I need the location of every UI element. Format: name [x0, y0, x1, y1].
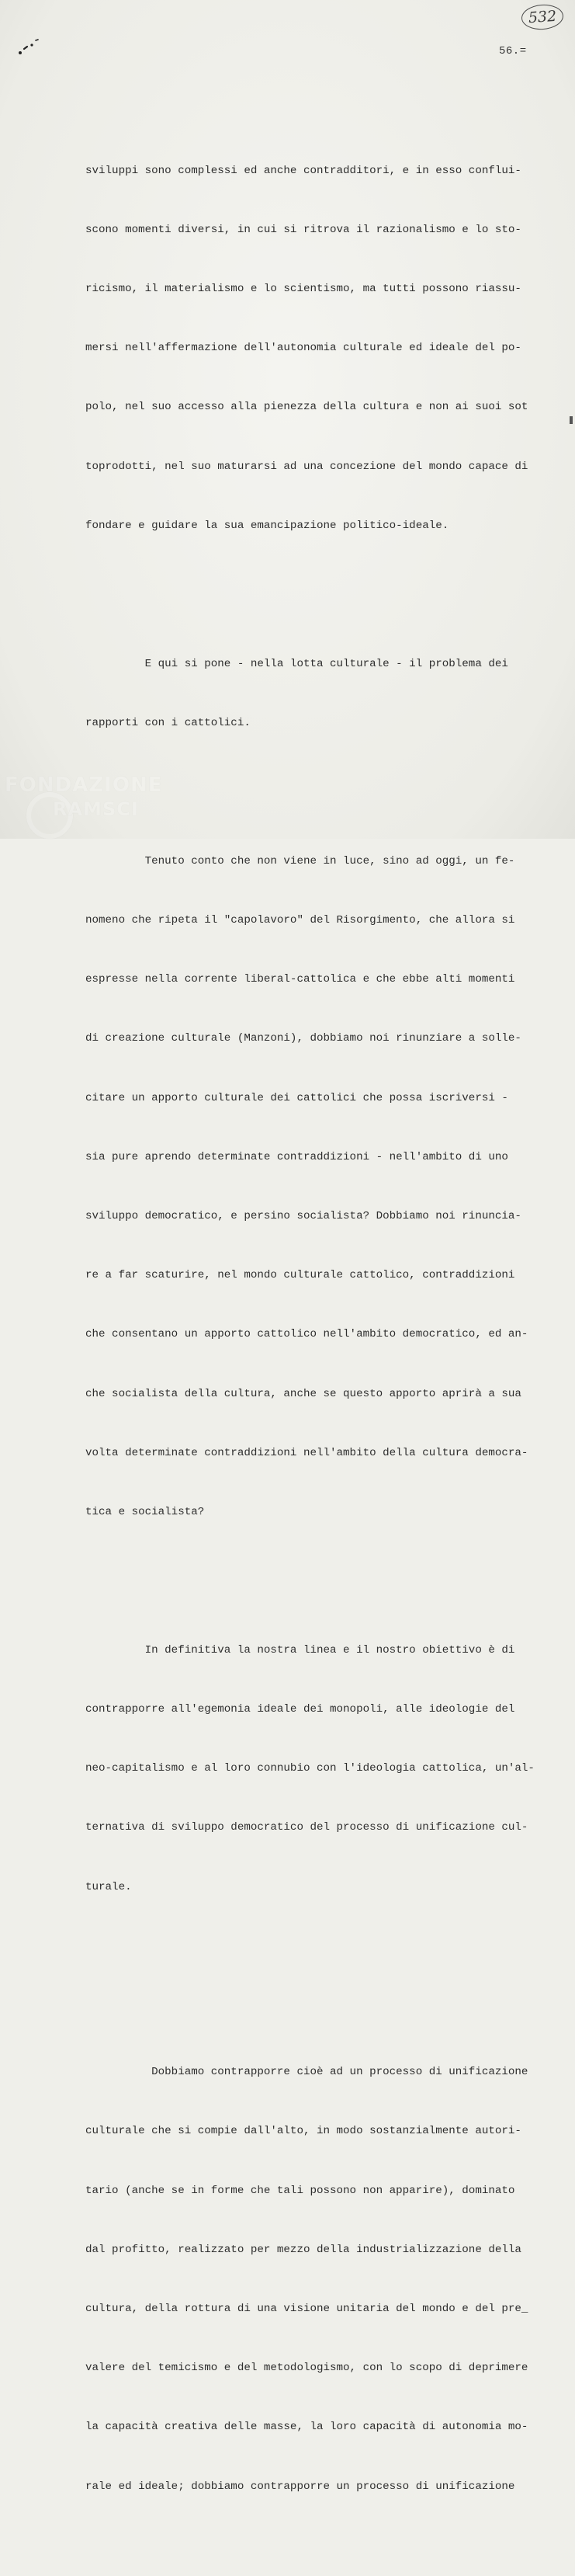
paragraph-5 — [85, 2023, 551, 2536]
fondazione-gramsci-watermark — [5, 770, 163, 833]
text-line: dal profitto, realizzato per mezzo della industrializzazione della — [85, 2243, 521, 2256]
text-line: la capacità creativa delle masse, la loro capacità di autonomia mo- — [85, 2421, 528, 2434]
paragraph-1 — [85, 122, 551, 575]
text-line: In definitiva la nostra linea e il nostro obiettivo è di — [85, 1643, 515, 1656]
text-line: re a far scaturire, nel mondo culturale cattolico, contraddizioni — [85, 1269, 515, 1282]
text-line: ternativa di sviluppo democratico del processo di unificazione cul- — [85, 1821, 528, 1834]
text-line: tario (anche se in forme che tali possono non apparire), dominato — [85, 2184, 515, 2197]
text-line: tica e socialista? — [85, 1505, 205, 1518]
watermark-line-1: FONDAZIONE — [5, 773, 163, 797]
paragraph-2 — [85, 615, 551, 773]
text-line: toprodotti, nel suo maturarsi ad una concezione del mondo capace di — [85, 460, 528, 473]
text-line: Tenuto conto che non viene in luce, sino ad oggi, un fe- — [85, 854, 515, 867]
text-line: neo-capitalismo e al loro connubio con l'ideologia cattolica, un'al- — [85, 1762, 535, 1775]
paragraph-gap — [85, 1976, 551, 1984]
watermark-line-2: RAMSCI — [53, 798, 139, 820]
text-line: che socialista della cultura, anche se questo apporto aprirà a sua — [85, 1387, 521, 1400]
text-line: citare un apporto culturale dei cattolici che possa iscriversi - — [85, 1091, 508, 1104]
paragraph-3 — [85, 812, 551, 1562]
text-line: espresse nella corrente liberal-cattolica e che ebbe alti momenti — [85, 973, 515, 986]
text-line: mersi nell'affermazione dell'autonomia culturale ed ideale del po- — [85, 342, 521, 355]
typewritten-body — [85, 82, 551, 2576]
text-line: nomeno che ripeta il "capolavoro" del Risorgimento, che allora si — [85, 913, 515, 926]
text-line: sia pure aprendo determinate contraddizioni - nell'ambito di uno — [85, 1150, 508, 1163]
text-line: volta determinate contraddizioni nell'ambito della cultura democra- — [85, 1446, 528, 1459]
margin-mark — [570, 416, 573, 424]
text-line: E qui si pone - nella lotta culturale - il problema dei — [85, 657, 508, 670]
page-number: 56.= — [499, 45, 527, 57]
text-line: sviluppo democratico, e persino socialista? Dobbiamo noi rinuncia- — [85, 1209, 521, 1222]
text-line: polo, nel suo accesso alla pienezza della cultura e non ai suoi sot — [85, 401, 528, 414]
text-line: valere del temicismo e del metodologismo, con lo scopo di deprimere — [85, 2362, 528, 2375]
text-line: Dobbiamo contrapporre cioè ad un processo di unificazione — [85, 2066, 528, 2079]
text-line: scono momenti diversi, in cui si ritrova il razionalismo e lo sto- — [85, 223, 521, 236]
text-line: ricismo, il materialismo e lo scientismo, ma tutti possono riassu- — [85, 283, 521, 296]
text-line: rale ed ideale; dobbiamo contrapporre un processo di unificazione — [85, 2480, 515, 2493]
text-line: di creazione culturale (Manzoni), dobbiamo noi rinunziare a solle- — [85, 1032, 521, 1045]
archive-number-stamp: 532 — [521, 3, 564, 31]
text-line: turale. — [85, 1880, 132, 1893]
paragraph-4 — [85, 1601, 551, 1937]
ink-marks — [17, 37, 40, 57]
text-line: che consentano un apporto cattolico nell'ambito democratico, ed an- — [85, 1328, 528, 1341]
text-line: rapporti con i cattolici. — [85, 716, 251, 729]
text-line: culturale che si compie dall'alto, in modo sostanzialmente autori- — [85, 2125, 521, 2138]
text-line: fondare e guidare la sua emancipazione politico-ideale. — [85, 519, 449, 532]
text-line: cultura, della rottura di una visione unitaria del mondo e del pre_ — [85, 2303, 528, 2316]
text-line: sviluppi sono complessi ed anche contradditori, e in esso conflui- — [85, 164, 521, 177]
text-line: contrapporre all'egemonia ideale dei monopoli, alle ideologie del — [85, 1702, 515, 1716]
